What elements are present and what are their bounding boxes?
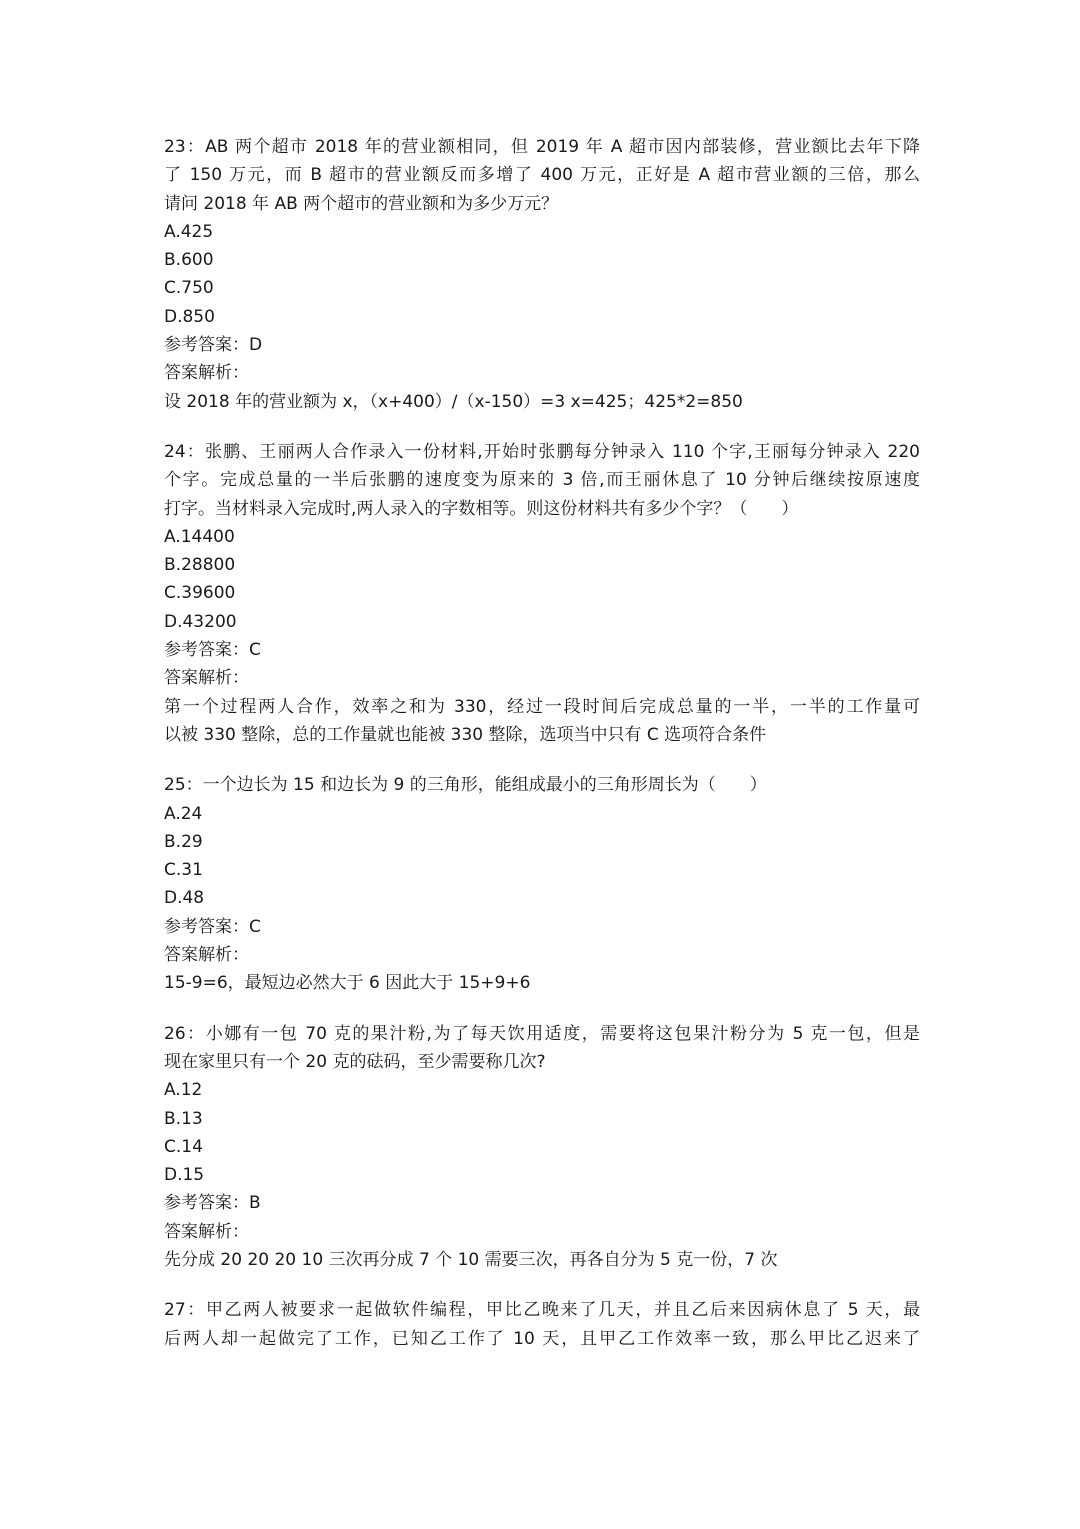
question-stem [164,133,920,218]
option-b: B.29 [164,831,203,852]
stem-line: 23：AB 两个超市 2018 年的营业额相同，但 2019 年 A 超市因内部装修，营业额比去年下降 [164,137,920,157]
analysis-text: 设 2018 年的营业额为 x，（x+400）/（x-150）=3 x=425；425*2=850 [164,391,743,412]
reference-answer: 参考答案：C [164,916,261,937]
reference-answer: 参考答案：D [164,335,263,356]
stem-line: 27：甲乙两人被要求一起做软件编程，甲比乙晚来了几天，并且乙后来因病休息了 5 天，最 [164,1300,920,1321]
stem-line: 后两人却一起做完了工作，已知乙工作了 10 天，且甲乙工作效率一致，那么甲比乙迟来了 [164,1328,920,1349]
option-d: D.15 [164,1165,205,1186]
option-c: C.14 [164,1136,203,1157]
analysis-text: 先分成 20 20 20 10 三次再分成 7 个 10 需要三次，再各自分为 5 克一份，7 次 [164,1249,778,1270]
stem-line: 25：一个边长为 15 和边长为 9 的三角形，能组成最小的三角形周长为（ ） [164,775,767,796]
stem-line: 现在家里只有一个 20 克的砝码，至少需要称几次? [164,1051,546,1072]
question-list [164,133,920,1375]
analysis-label: 答案解析： [164,945,249,966]
analysis-label: 答案解析： [164,363,249,384]
option-b: B.13 [164,1108,203,1129]
question-24 [164,438,920,749]
question-stem [164,1296,920,1353]
question-23 [164,133,920,416]
reference-answer: 参考答案：B [164,1193,261,1214]
stem-line: 26：小娜有一包 70 克的果汁粉,为了每天饮用适度，需要将这包果汁粉分为 5 克一包，但是 [164,1023,920,1044]
stem-line: 个字。完成总量的一半后张鹏的速度变为原来的 3 倍,而王丽休息了 10 分钟后继续按原速度 [164,470,920,491]
question-stem [164,771,920,799]
analysis-text: 15-9=6，最短边必然大于 6 因此大于 15+9+6 [164,973,531,994]
question-stem [164,438,920,523]
analysis-label: 答案解析： [164,1221,249,1242]
analysis-line: 第一个过程两人合作，效率之和为 330，经过一段时间后完成总量的一半，一半的工作量可 [164,696,920,717]
stem-line: 打字。当材料录入完成时,两人录入的字数相等。则这份材料共有多少个字？（ ） [164,498,799,519]
option-c: C.750 [164,278,214,299]
question-stem [164,1020,920,1077]
option-b: B.28800 [164,555,236,576]
question-25 [164,771,920,997]
stem-line: 了 150 万元，而 B 超市的营业额反而多增了 400 万元，正好是 A 超市营业额的三倍，那么 [164,165,920,186]
analysis-label: 答案解析： [164,668,249,689]
option-c: C.39600 [164,583,236,604]
option-d: D.850 [164,306,215,327]
analysis-line: 以被 330 整除，总的工作量就也能被 330 整除，选项当中只有 C 选项符合条件 [164,724,767,745]
option-a: A.24 [164,803,203,824]
question-27 [164,1296,920,1353]
analysis-text [164,693,920,750]
option-a: A.14400 [164,526,235,547]
question-26 [164,1020,920,1275]
reference-answer: 参考答案：C [164,640,261,661]
option-d: D.43200 [164,611,237,632]
option-d: D.48 [164,888,205,909]
option-a: A.12 [164,1080,203,1101]
stem-line: 请问 2018 年 AB 两个超市的营业额和为多少万元？ [164,193,559,214]
option-c: C.31 [164,860,203,881]
option-a: A.425 [164,221,214,242]
option-b: B.600 [164,250,214,271]
stem-line: 24：张鹏、王丽两人合作录入一份材料,开始时张鹏每分钟录入 110 个字,王丽每分钟录入 220 [164,441,920,462]
